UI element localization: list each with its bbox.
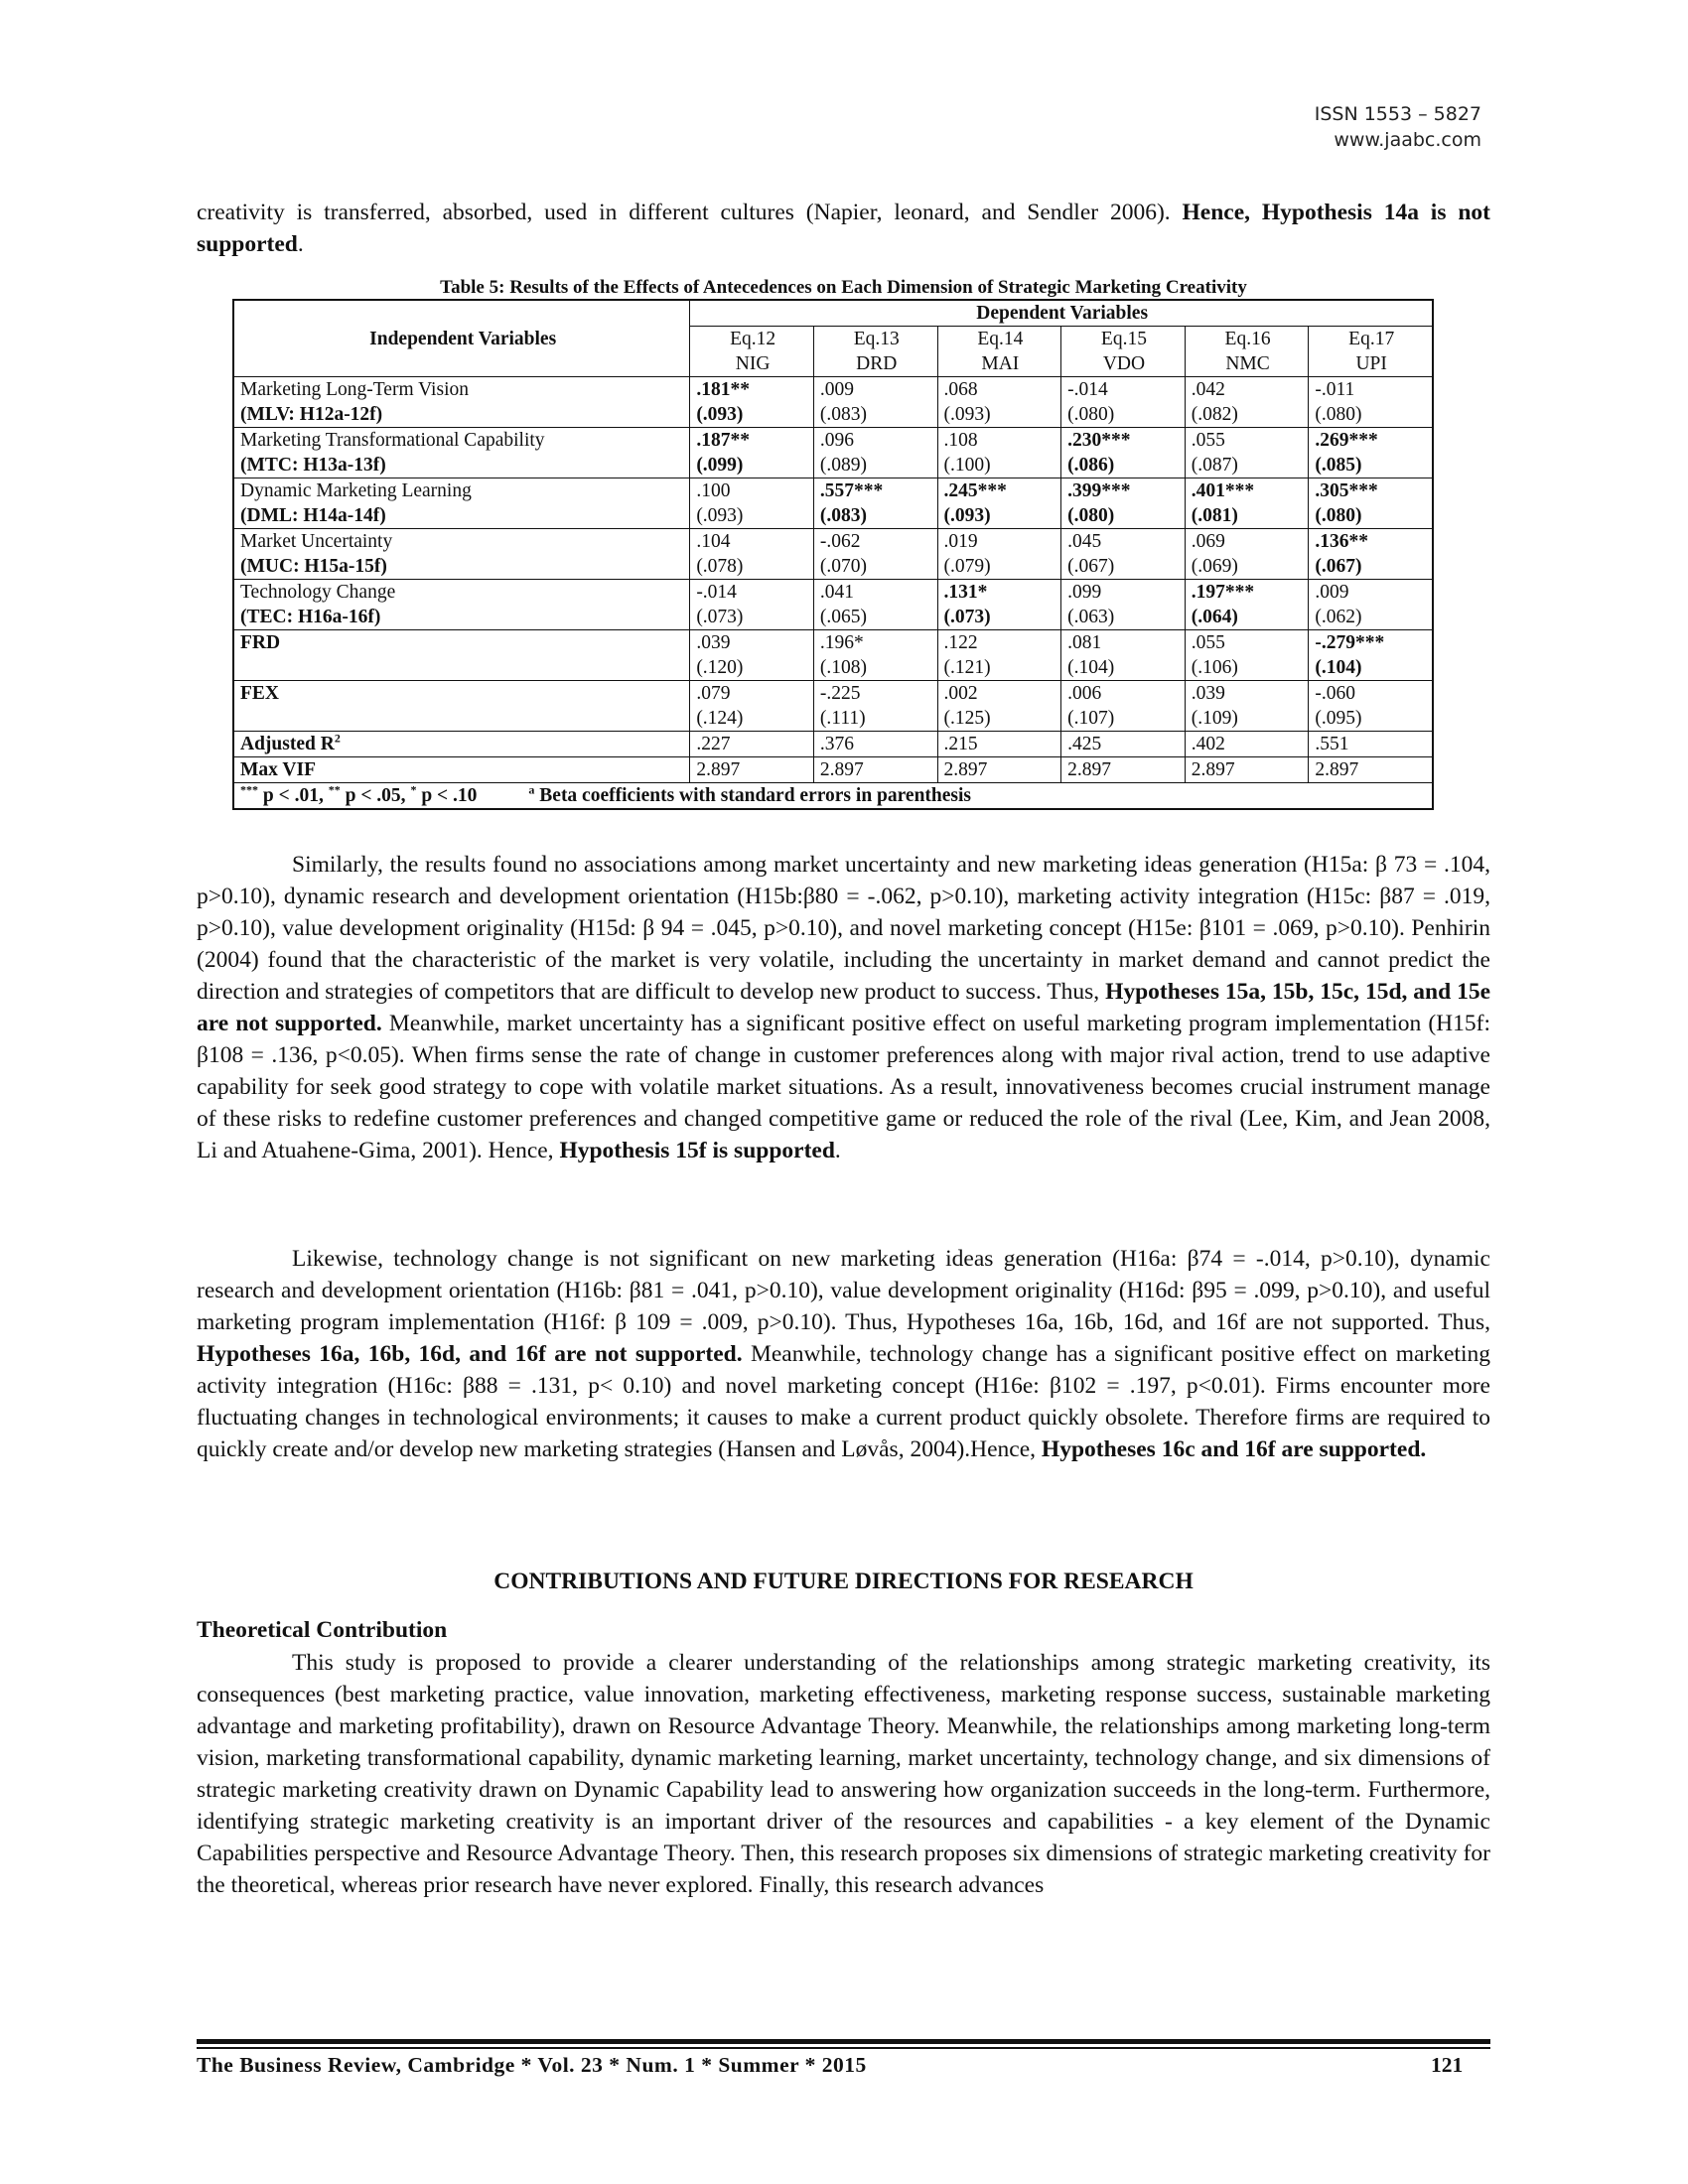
beta-coefficient: .131* xyxy=(943,582,988,603)
standard-error: (.125) xyxy=(943,708,991,729)
standard-error: (.064) xyxy=(1191,607,1238,627)
equation-header xyxy=(1061,327,1186,377)
standard-error: (.099) xyxy=(696,455,744,476)
independent-variable xyxy=(233,580,690,630)
variable-name: FRD xyxy=(240,632,281,653)
coefficient-cell xyxy=(1309,580,1433,630)
beta-coefficient: .019 xyxy=(943,531,978,552)
standard-error: (.069) xyxy=(1191,556,1238,577)
table-row xyxy=(233,580,1433,630)
coefficient-cell xyxy=(1309,630,1433,681)
adjusted-r2-value: .402 xyxy=(1185,732,1309,757)
coefficient-cell xyxy=(690,580,814,630)
independent-variable xyxy=(233,681,690,732)
coefficient-cell xyxy=(1061,478,1186,529)
coefficient-cell xyxy=(1185,377,1309,428)
dependent-variable-label: NIG xyxy=(735,353,771,374)
coefficient-cell xyxy=(1185,529,1309,580)
beta-coefficient: .068 xyxy=(943,379,978,400)
beta-coefficient: .039 xyxy=(1191,683,1225,704)
beta-coefficient: .305*** xyxy=(1315,480,1378,501)
coefficient-cell xyxy=(1309,377,1433,428)
independent-variable xyxy=(233,377,690,428)
standard-error: (.085) xyxy=(1315,455,1362,476)
coefficient-cell xyxy=(1309,529,1433,580)
beta-coefficient: .041 xyxy=(819,582,855,603)
independent-variable xyxy=(233,529,690,580)
variable-name: Dynamic Marketing Learning xyxy=(240,480,472,501)
coefficient-cell xyxy=(1061,428,1186,478)
beta-coefficient: .055 xyxy=(1191,632,1225,653)
coefficient-cell xyxy=(813,377,937,428)
standard-error: (.083) xyxy=(819,404,868,425)
dependent-variable-label: MAI xyxy=(981,353,1020,374)
standard-error: (.073) xyxy=(696,607,744,627)
standard-error: (.080) xyxy=(1067,404,1115,425)
variable-name: FEX xyxy=(240,683,279,704)
variable-name: Technology Change xyxy=(240,582,396,603)
equation-header xyxy=(1185,327,1309,377)
intro-conclusion: Hence, Hypothesis 14a is not supported xyxy=(197,200,1490,257)
max-vif-value: 2.897 xyxy=(813,757,937,783)
beta-coefficient: .108 xyxy=(943,430,978,451)
equation-label: Eq.17 xyxy=(1348,329,1395,349)
standard-error: (.108) xyxy=(819,657,868,678)
beta-coefficient: .557*** xyxy=(819,480,884,501)
beta-coefficient: .079 xyxy=(696,683,731,704)
standard-error: (.063) xyxy=(1067,607,1115,627)
significance-note: *** p < .01, ** p < .05, * p < .10 xyxy=(240,782,478,806)
coefficient-cell xyxy=(813,428,937,478)
standard-error: (.062) xyxy=(1315,607,1362,627)
beta-coefficient: -.011 xyxy=(1315,379,1355,400)
table-note xyxy=(233,783,1433,810)
standard-error: (.121) xyxy=(943,657,991,678)
variable-code: (MLV: H12a-12f) xyxy=(240,404,383,425)
table-row xyxy=(233,428,1433,478)
coefficient-cell xyxy=(937,478,1061,529)
standard-error: (.086) xyxy=(1067,455,1115,476)
standard-error: (.109) xyxy=(1191,708,1238,729)
beta-coefficient: .187** xyxy=(696,430,750,451)
standard-error: (.093) xyxy=(943,505,991,526)
independent-variable xyxy=(233,630,690,681)
standard-error: (.083) xyxy=(819,505,868,526)
beta-coefficient: .069 xyxy=(1191,531,1225,552)
standard-error: (.111) xyxy=(819,708,866,729)
coefficient-cell xyxy=(690,529,814,580)
variable-code: (DML: H14a-14f) xyxy=(240,505,386,526)
coefficient-cell xyxy=(1185,580,1309,630)
beta-coefficient: -.014 xyxy=(696,582,737,603)
results-table xyxy=(232,299,1434,810)
equation-label: Eq.15 xyxy=(1100,329,1147,349)
beta-coefficient: -.062 xyxy=(819,531,861,552)
coefficient-cell xyxy=(1061,630,1186,681)
adjusted-r2-label: Adjusted $R^2$ xyxy=(233,732,690,757)
equation-header xyxy=(813,327,937,377)
max-vif-label: Max VIF xyxy=(233,757,690,783)
beta-coefficient: .099 xyxy=(1067,582,1102,603)
max-vif-value: 2.897 xyxy=(1309,757,1433,783)
table-row xyxy=(233,377,1433,428)
beta-coefficient: .055 xyxy=(1191,430,1225,451)
beta-coefficient: -.225 xyxy=(819,683,861,704)
coefficient-cell xyxy=(1061,529,1186,580)
standard-error: (.104) xyxy=(1315,657,1362,678)
beta-coefficient: .197*** xyxy=(1191,582,1255,603)
coefficient-cell xyxy=(690,630,814,681)
paragraph-market-uncertainty: Similarly, the results found no associations among market uncertainty and new marketing ideas generation (H15a: β 73 = .104, p>0.10), dynamic research and development orientation (H15b:β80 = -.062, p>0.10), marketing activity integration (H15c: β87 = .019, p>0.10), value development originality (H15d: β 94 = .045, p>0.10), and novel marketing concept (H15e: β101 = .069, p>0.10). Penhirin (2004) found that the characteristic of the market is very volatile, including the uncertainty in market demand and cannot predict the direction and strategies of competitors that are difficult to develop new product to success. Thus, Hypotheses 15a, 15b, 15c, 15d, and 15e are not supported. Meanwhile, market uncertainty has a significant positive effect on useful marketing program implementation (H15f: β108 = .136, p<0.05). When firms sense the rate of change in customer preferences along with major rival action, trend to use adaptive capability for seek good strategy to cope with volatile market situations. As a result, innovativeness becomes crucial instrument manage of these risks to redefine customer preferences and changed competitive game or reduced the role of the rival (Lee, Kim, and Jean 2008, Li and Atuahene-Gima, 2001). Hence, Hypothesis 15f is supported. xyxy=(197,852,1490,1163)
standard-error: (.078) xyxy=(696,556,744,577)
journal-header xyxy=(1315,101,1481,153)
beta-coefficient: .081 xyxy=(1067,632,1102,653)
standard-error: (.107) xyxy=(1067,708,1115,729)
adjusted-r2-value: .425 xyxy=(1061,732,1186,757)
variable-code xyxy=(240,706,685,731)
beta-coefficient: .002 xyxy=(943,683,978,704)
beta-coefficient: -.014 xyxy=(1067,379,1108,400)
dependent-variable-label: VDO xyxy=(1102,353,1146,374)
max-vif-row xyxy=(233,757,1433,783)
standard-error: (.106) xyxy=(1191,657,1238,678)
table-row xyxy=(233,529,1433,580)
beta-coefficient: .042 xyxy=(1191,379,1225,400)
beta-coefficient: .006 xyxy=(1067,683,1102,704)
beta-coefficient: .009 xyxy=(819,379,855,400)
adjusted-r2-value: .551 xyxy=(1309,732,1433,757)
variable-name: Marketing Long-Term Vision xyxy=(240,379,469,400)
coefficient-cell xyxy=(813,478,937,529)
dependent-variable-label: UPI xyxy=(1355,353,1387,374)
standard-error: (.079) xyxy=(943,556,991,577)
paragraph-technology-change: Likewise, technology change is not significant on new marketing ideas generation (H16a: β74 = -.014, p>0.10), dynamic research and development orientation (H16b: β81 = .041, p>0.10), value development originality (H16d: β95 = .099, p>0.10), and useful marketing program implementation (H16f: β 109 = .009, p>0.10). Thus, Hypotheses 16a, 16b, 16d, and 16f are not supported. Thus, Hypotheses 16a, 16b, 16d, and 16f are not supported. Meanwhile, technology change has a significant positive effect on marketing activity integration (H16c: β88 = .131, p< 0.10) and novel marketing concept (H16e: β102 = .197, p<0.01). Firms encounter more fluctuating changes in technological environments; it causes to make a current product quickly obsolete. Therefore firms are required to quickly create and/or develop new marketing strategies (Hansen and Løvås, 2004).Hence, Hypotheses 16c and 16f are supported. xyxy=(197,1246,1490,1462)
coefficient-cell xyxy=(1185,681,1309,732)
variable-code: (TEC: H16a-16f) xyxy=(240,607,381,627)
coefficient-cell xyxy=(1185,428,1309,478)
beta-coefficient: .039 xyxy=(696,632,731,653)
standard-error: (.124) xyxy=(696,708,744,729)
issn: ISSN 1553 – 5827 xyxy=(1314,103,1481,125)
standard-error: (.082) xyxy=(1191,404,1238,425)
beta-coefficient: .401*** xyxy=(1191,480,1255,501)
coefficient-cell xyxy=(813,681,937,732)
variable-name: Marketing Transformational Capability xyxy=(240,430,545,451)
coefficient-cell xyxy=(937,630,1061,681)
standard-error: (.081) xyxy=(1191,505,1238,526)
standard-error: (.093) xyxy=(696,505,744,526)
beta-coefficient: .399*** xyxy=(1067,480,1131,501)
page-number: 121 xyxy=(1431,2053,1464,2077)
standard-error: (.095) xyxy=(1315,708,1362,729)
coefficient-cell xyxy=(937,681,1061,732)
standard-error: (.080) xyxy=(1315,505,1362,526)
coefficient-cell xyxy=(690,377,814,428)
max-vif-value: 2.897 xyxy=(1185,757,1309,783)
paragraph-theoretical-contribution: This study is proposed to provide a clearer understanding of the relationships among strategic marketing creativity, its consequences (best marketing practice, value innovation, marketing effectiveness, marketing response success, sustainable marketing advantage and marketing profitability), drawn on Resource Advantage Theory. Meanwhile, the relationships among marketing long-term vision, marketing transformational capability, dynamic marketing learning, market uncertainty, technology change, and six dimensions of strategic marketing creativity drawn on Dynamic Capability lead to answering how organization succeeds in the long-term. Furthermore, identifying strategic marketing creativity is an important driver of the resources and capabilities - a key element of the Dynamic Capabilities perspective and Resource Advantage Theory. Then, this research proposes six dimensions of strategic marketing creativity for the theoretical, whereas prior research have never explored. Finally, this research advances xyxy=(197,1650,1490,1898)
footer-rule xyxy=(197,2039,1490,2044)
beta-coefficient: .196* xyxy=(819,632,864,653)
coefficient-cell xyxy=(690,478,814,529)
standard-error: (.120) xyxy=(696,657,744,678)
beta-coefficient: .009 xyxy=(1315,582,1349,603)
standard-error: (.100) xyxy=(943,455,991,476)
coefficient-cell xyxy=(690,681,814,732)
coefficient-cell xyxy=(937,580,1061,630)
beta-coefficient: -.279*** xyxy=(1315,632,1385,653)
dependent-variable-label: DRD xyxy=(856,353,898,374)
equation-label: Eq.14 xyxy=(977,329,1024,349)
equation-label: Eq.16 xyxy=(1224,329,1271,349)
adjusted-r2-value: .215 xyxy=(937,732,1061,757)
intro-paragraph: creativity is transferred, absorbed, used in different cultures (Napier, leonard, and Sendler 2006). Hence, Hypothesis 14a is not supported. xyxy=(197,200,1490,257)
coefficient-cell xyxy=(1061,377,1186,428)
coefficient-cell xyxy=(1309,478,1433,529)
variable-name: Market Uncertainty xyxy=(240,531,393,552)
coefficient-cell xyxy=(813,580,937,630)
coefficient-cell xyxy=(937,529,1061,580)
standard-error: (.089) xyxy=(819,455,868,476)
coefficient-cell xyxy=(1185,478,1309,529)
beta-coefficient: .100 xyxy=(696,480,731,501)
beta-coefficient: .122 xyxy=(943,632,978,653)
adjusted-r2-value: .376 xyxy=(813,732,937,757)
beta-coefficient: .096 xyxy=(819,430,855,451)
beta-note: $^a$ Beta coefficients with standard errors in parenthesis xyxy=(528,782,972,806)
footer-journal: The Business Review, Cambridge * Vol. 23 * Num. 1 * Summer * 2015 xyxy=(197,2053,867,2077)
beta-coefficient: .045 xyxy=(1067,531,1102,552)
adjusted-r2-value: .227 xyxy=(690,732,814,757)
equation-header xyxy=(1309,327,1433,377)
standard-error: (.093) xyxy=(943,404,991,425)
coefficient-cell xyxy=(1185,630,1309,681)
dependent-variables-header: Dependent Variables xyxy=(690,300,1433,327)
equation-header xyxy=(690,327,814,377)
footer-rule-thin xyxy=(197,2047,1490,2049)
coefficient-cell xyxy=(813,529,937,580)
beta-coefficient: .245*** xyxy=(943,480,1007,501)
max-vif-value: 2.897 xyxy=(1061,757,1186,783)
max-vif-value: 2.897 xyxy=(690,757,814,783)
standard-error: (.087) xyxy=(1191,455,1238,476)
beta-coefficient: .181** xyxy=(696,379,750,400)
coefficient-cell xyxy=(1309,681,1433,732)
table-row xyxy=(233,630,1433,681)
variable-code: (MTC: H13a-13f) xyxy=(240,455,386,476)
max-vif-value: 2.897 xyxy=(937,757,1061,783)
beta-coefficient: .136** xyxy=(1315,531,1368,552)
beta-coefficient: .269*** xyxy=(1315,430,1378,451)
equation-header xyxy=(937,327,1061,377)
standard-error: (.070) xyxy=(819,556,868,577)
section-title: CONTRIBUTIONS AND FUTURE DIRECTIONS FOR RESEARCH xyxy=(493,1569,1194,1594)
standard-error: (.080) xyxy=(1315,404,1362,425)
coefficient-cell xyxy=(937,377,1061,428)
independent-variables-header: Independent Variables xyxy=(233,300,690,377)
coefficient-cell xyxy=(1309,428,1433,478)
coefficient-cell xyxy=(690,428,814,478)
table-caption: Table 5: Results of the Effects of Antecedences on Each Dimension of Strategic Marketing Creativity xyxy=(440,277,1247,298)
adjusted-r2-row xyxy=(233,732,1433,757)
standard-error: (.080) xyxy=(1067,505,1115,526)
beta-coefficient: .230*** xyxy=(1067,430,1131,451)
standard-error: (.067) xyxy=(1315,556,1362,577)
coefficient-cell xyxy=(937,428,1061,478)
website: www.jaabc.com xyxy=(1334,129,1481,151)
coefficient-cell xyxy=(1061,580,1186,630)
coefficient-cell xyxy=(813,630,937,681)
variable-code xyxy=(240,655,685,680)
subsection-title: Theoretical Contribution xyxy=(197,1617,448,1643)
independent-variable xyxy=(233,428,690,478)
table-row xyxy=(233,478,1433,529)
coefficient-cell xyxy=(1061,681,1186,732)
variable-code: (MUC: H15a-15f) xyxy=(240,556,387,577)
independent-variable xyxy=(233,478,690,529)
table-notes-row xyxy=(233,783,1433,810)
standard-error: (.093) xyxy=(696,404,744,425)
beta-coefficient: -.060 xyxy=(1315,683,1355,704)
equation-label: Eq.13 xyxy=(853,329,900,349)
standard-error: (.067) xyxy=(1067,556,1115,577)
table-row xyxy=(233,681,1433,732)
equation-label: Eq.12 xyxy=(730,329,776,349)
beta-coefficient: .104 xyxy=(696,531,731,552)
standard-error: (.065) xyxy=(819,607,868,627)
dependent-variable-label: NMC xyxy=(1225,353,1270,374)
standard-error: (.104) xyxy=(1067,657,1115,678)
standard-error: (.073) xyxy=(943,607,991,627)
table-header-row xyxy=(233,300,1433,327)
